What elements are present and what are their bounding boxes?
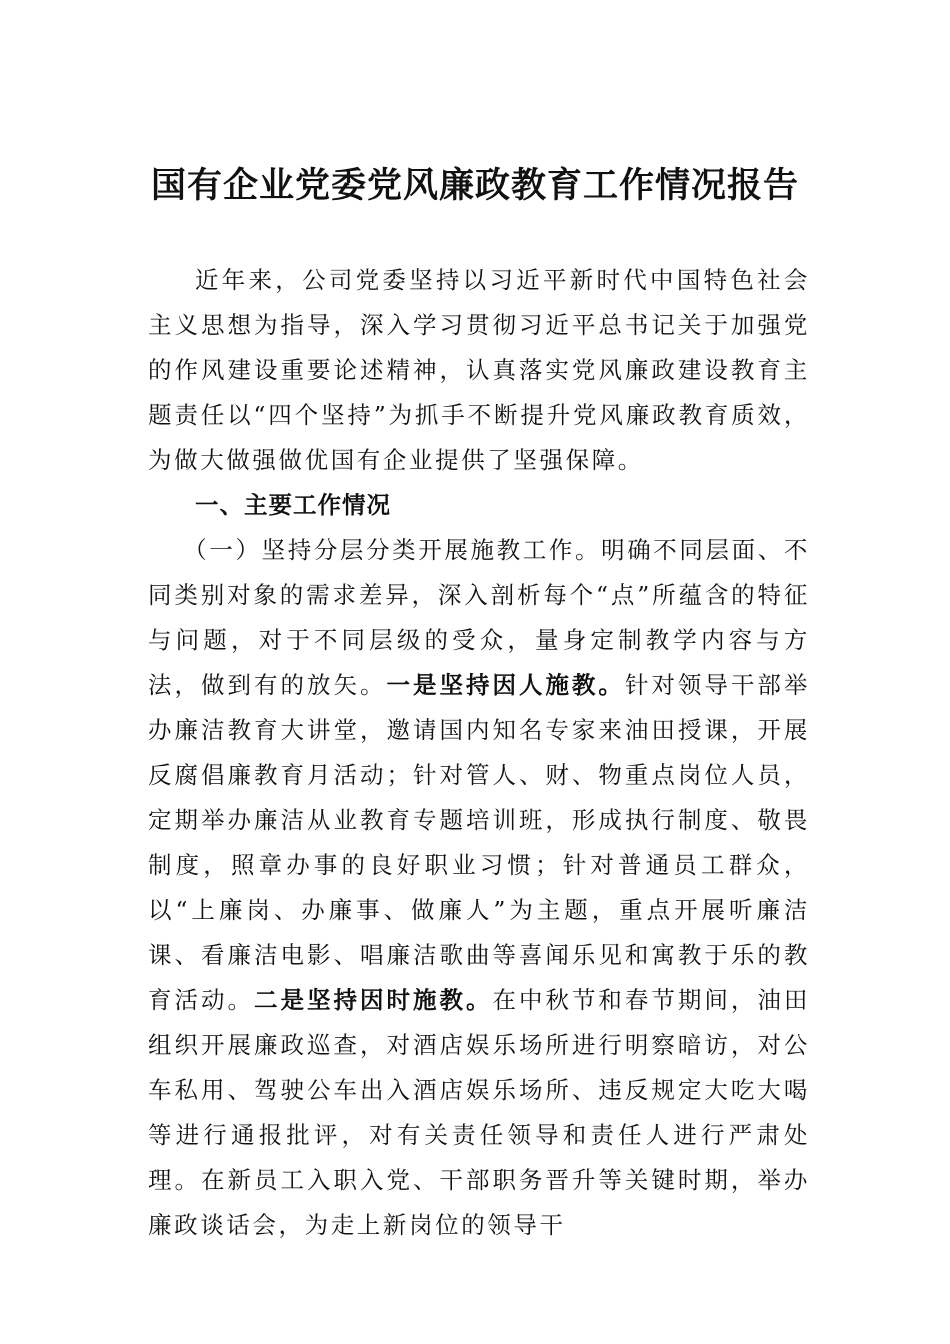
subsection-heading: （一）坚持分层分类开展施教工作。 bbox=[183, 536, 602, 564]
subsection-text: 明确不同层面、不同类别对象的需求差异，深入剖析每个“点”所蕴含的特征与问题，对于不同层级的受众，量身定制教学内容与方法，做到有的放矢。 bbox=[148, 536, 810, 699]
point-two-text: 在中秋节和春节期间，油田组织开展廉政巡查，对酒店娱乐场所进行明察暗访，对公车私用、驾驶公车出入酒店娱乐场所、违反规定大吃大喝等进行通报批评，对有关责任领导和责任人进行严肃处理。在新员工入职入党、干部职务晋升等关键时期，举办廉政谈话会，为走上新岗位的领导干 bbox=[148, 986, 810, 1239]
section-heading: 一、主要工作情况 bbox=[195, 491, 391, 519]
intro-paragraph: 近年来，公司党委坚持以习近平新时代中国特色社会主义思想为指导，深入学习贯彻习近平总书记关于加强党的作风建设重要论述精神，认真落实党风廉政建设教育主题责任以“四个坚持”为抓手不断提升党风廉政教育质效，为做大做强做优国有企业提供了坚强保障。 bbox=[148, 266, 810, 474]
document-title: 国有企业党委党风廉政教育工作情况报告 bbox=[150, 165, 799, 206]
point-one-label: 一是坚持因人施教。 bbox=[386, 671, 625, 699]
point-one-text: 针对领导干部举办廉洁教育大讲堂，邀请国内知名专家来油田授课，开展反腐倡廉教育月活动；针对管人、财、物重点岗位人员，定期举办廉洁从业教育专题培训班，形成执行制度、敬畏制度，照章办事的良好职业习惯；针对普通员工群众，以“上廉岗、办廉事、做廉人”为主题，重点开展听廉洁课、看廉洁电影、唱廉洁歌曲等喜闻乐见和寓教于乐的教育活动。 bbox=[148, 671, 811, 1014]
point-two-label: 二是坚持因时施教。 bbox=[253, 986, 493, 1014]
subsection-paragraph bbox=[148, 528, 810, 1248]
document-body bbox=[148, 258, 810, 1248]
